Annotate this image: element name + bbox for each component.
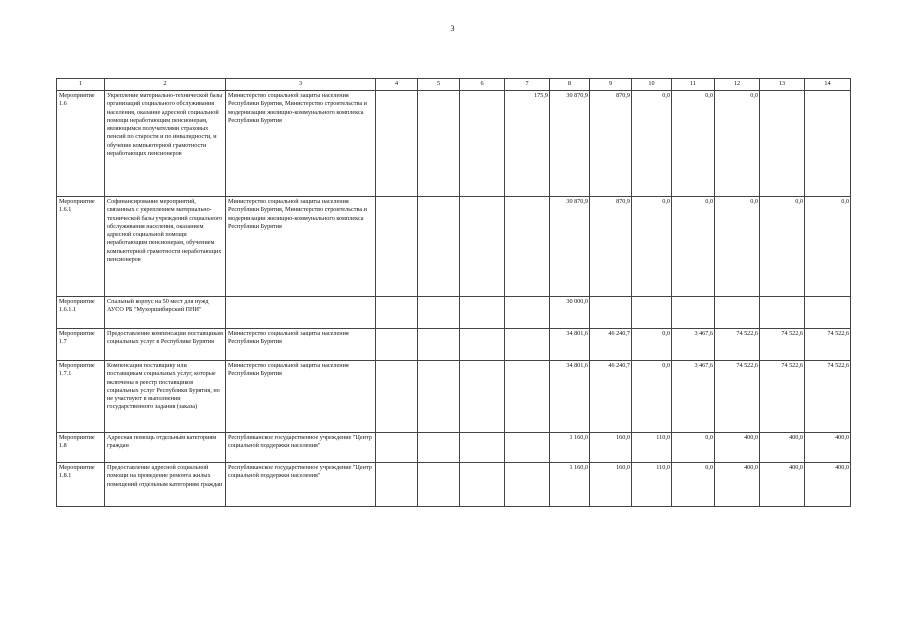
value-cell-8: 34 801,6 [550, 361, 590, 433]
value-cell-7 [505, 197, 550, 297]
value-cell-8: 30 870,9 [550, 197, 590, 297]
value-cell-13 [760, 91, 805, 197]
value-cell-4 [376, 329, 418, 361]
value-cell-12: 0,0 [715, 197, 760, 297]
activity-code-cell: Мероприятие 1.6.1.1 [57, 297, 105, 329]
value-cell-4 [376, 433, 418, 463]
value-cell-12: 400,0 [715, 433, 760, 463]
value-cell-8: 30 870,9 [550, 91, 590, 197]
value-cell-12 [715, 297, 760, 329]
value-cell-9: 46 240,7 [590, 361, 632, 433]
table-row [57, 361, 851, 433]
value-cell-6 [460, 329, 505, 361]
table-row [57, 197, 851, 297]
column-header: 7 [505, 79, 550, 91]
value-cell-10 [632, 297, 672, 329]
program-activities-table [56, 78, 851, 507]
value-cell-6 [460, 91, 505, 197]
activity-code-cell: Мероприятие 1.8.1 [57, 463, 105, 507]
value-cell-7 [505, 433, 550, 463]
value-cell-5 [418, 297, 460, 329]
value-cell-4 [376, 91, 418, 197]
activity-code-cell: Мероприятие 1.7 [57, 329, 105, 361]
value-cell-5 [418, 433, 460, 463]
value-cell-11: 3 467,6 [672, 329, 715, 361]
value-cell-8: 34 801,6 [550, 329, 590, 361]
value-cell-7 [505, 297, 550, 329]
executor-cell: Министерство социальной защиты населения Республики Бурятия [226, 329, 376, 361]
executor-cell: Министерство социальной защиты населения Республики Бурятия, Министерство строительства и модернизации жилищно-коммунального комплекса Республики Бурятия [226, 197, 376, 297]
value-cell-14: 400,0 [805, 433, 851, 463]
value-cell-7 [505, 361, 550, 433]
value-cell-10: 110,0 [632, 463, 672, 507]
value-cell-5 [418, 91, 460, 197]
column-header: 13 [760, 79, 805, 91]
value-cell-13: 400,0 [760, 463, 805, 507]
page-number: 3 [450, 24, 455, 33]
executor-cell: Министерство социальной защиты населения Республики Бурятия [226, 361, 376, 433]
activity-name-cell: Компенсация поставщику или поставщикам социальных услуг, которые включены в реестр поставщиков социальных услуг Республики Бурятия, но не участвуют в выполнении государственного задания (заказа) [105, 361, 226, 433]
value-cell-11: 0,0 [672, 433, 715, 463]
value-cell-12: 0,0 [715, 91, 760, 197]
activity-name-cell: Адресная помощь отдельным категориям граждан [105, 433, 226, 463]
value-cell-6 [460, 433, 505, 463]
value-cell-10: 0,0 [632, 91, 672, 197]
value-cell-13 [760, 297, 805, 329]
value-cell-14: 74 522,6 [805, 361, 851, 433]
column-header: 12 [715, 79, 760, 91]
column-header: 9 [590, 79, 632, 91]
value-cell-10: 0,0 [632, 361, 672, 433]
column-header: 11 [672, 79, 715, 91]
activity-name-cell: Предоставление адресной социальной помощи на проведение ремонта жилых помещений отдельным категориям граждан [105, 463, 226, 507]
value-cell-5 [418, 463, 460, 507]
value-cell-10: 110,0 [632, 433, 672, 463]
table-row [57, 297, 851, 329]
column-header: 14 [805, 79, 851, 91]
value-cell-8: 1 160,0 [550, 433, 590, 463]
value-cell-13: 0,0 [760, 197, 805, 297]
value-cell-13: 74 522,6 [760, 361, 805, 433]
value-cell-4 [376, 297, 418, 329]
value-cell-8: 30 000,0 [550, 297, 590, 329]
value-cell-11: 0,0 [672, 197, 715, 297]
value-cell-13: 400,0 [760, 433, 805, 463]
activity-code-cell: Мероприятие 1.7.1 [57, 361, 105, 433]
value-cell-14: 0,0 [805, 197, 851, 297]
column-header: 5 [418, 79, 460, 91]
value-cell-9: 46 240,7 [590, 329, 632, 361]
activity-code-cell: Мероприятие 1.6 [57, 91, 105, 197]
value-cell-4 [376, 463, 418, 507]
executor-cell: Республиканское государственное учреждение "Центр социальной поддержки населения" [226, 463, 376, 507]
value-cell-14: 74 522,6 [805, 329, 851, 361]
value-cell-7 [505, 329, 550, 361]
value-cell-12: 74 522,6 [715, 361, 760, 433]
value-cell-11: 0,0 [672, 91, 715, 197]
value-cell-7 [505, 463, 550, 507]
table-row [57, 91, 851, 197]
table-row [57, 463, 851, 507]
value-cell-9 [590, 297, 632, 329]
activity-name-cell: Софинансирование мероприятий, связанных с укреплением материально-технической базы учреждений социального обслуживания населения, оказанием адресной социальной помощи неработающим пенсионерам, обучением компьютерной грамотности неработающих пенсионеров [105, 197, 226, 297]
value-cell-14 [805, 297, 851, 329]
value-cell-12: 400,0 [715, 463, 760, 507]
executor-cell: Министерство социальной защиты населения Республики Бурятия, Министерство строительства и модернизации жилищно-коммунального комплекса Республики Бурятия [226, 91, 376, 197]
value-cell-6 [460, 197, 505, 297]
value-cell-8: 1 160,0 [550, 463, 590, 507]
value-cell-10: 0,0 [632, 197, 672, 297]
table-row [57, 433, 851, 463]
activity-name-cell: Спальный корпус на 50 мест для нужд АУСО РБ "Мухоршибирский ПНИ" [105, 297, 226, 329]
value-cell-9: 870,9 [590, 197, 632, 297]
value-cell-9: 160,0 [590, 463, 632, 507]
activity-name-cell: Предоставление компенсации поставщикам социальных услуг в Республике Бурятия [105, 329, 226, 361]
value-cell-9: 160,0 [590, 433, 632, 463]
column-header: 2 [105, 79, 226, 91]
value-cell-4 [376, 197, 418, 297]
value-cell-13: 74 522,6 [760, 329, 805, 361]
column-header: 6 [460, 79, 505, 91]
table-row [57, 329, 851, 361]
value-cell-10: 0,0 [632, 329, 672, 361]
activity-name-cell: Укрепление материально-технической базы организаций социального обслуживания населения, оказание адресной социальной помощи неработающим пенсионерам, являющимся получателями страховых пенсий по старости и по инвалидности, и обучение компьютерной грамотности неработающих пенсионеров [105, 91, 226, 197]
value-cell-14: 400,0 [805, 463, 851, 507]
value-cell-4 [376, 361, 418, 433]
value-cell-6 [460, 297, 505, 329]
activity-code-cell: Мероприятие 1.8 [57, 433, 105, 463]
value-cell-11: 3 467,6 [672, 361, 715, 433]
value-cell-14 [805, 91, 851, 197]
value-cell-11: 0,0 [672, 463, 715, 507]
column-header: 3 [226, 79, 376, 91]
value-cell-12: 74 522,6 [715, 329, 760, 361]
value-cell-6 [460, 361, 505, 433]
value-cell-5 [418, 197, 460, 297]
value-cell-11 [672, 297, 715, 329]
column-header: 10 [632, 79, 672, 91]
column-header: 4 [376, 79, 418, 91]
executor-cell: Республиканское государственное учреждение "Центр социальной поддержки населения" [226, 433, 376, 463]
value-cell-9: 870,9 [590, 91, 632, 197]
executor-cell [226, 297, 376, 329]
activity-code-cell: Мероприятие 1.6.1 [57, 197, 105, 297]
column-header: 1 [57, 79, 105, 91]
value-cell-5 [418, 329, 460, 361]
value-cell-5 [418, 361, 460, 433]
column-header: 8 [550, 79, 590, 91]
value-cell-7: 175,9 [505, 91, 550, 197]
table-header-row [57, 79, 851, 91]
value-cell-6 [460, 463, 505, 507]
